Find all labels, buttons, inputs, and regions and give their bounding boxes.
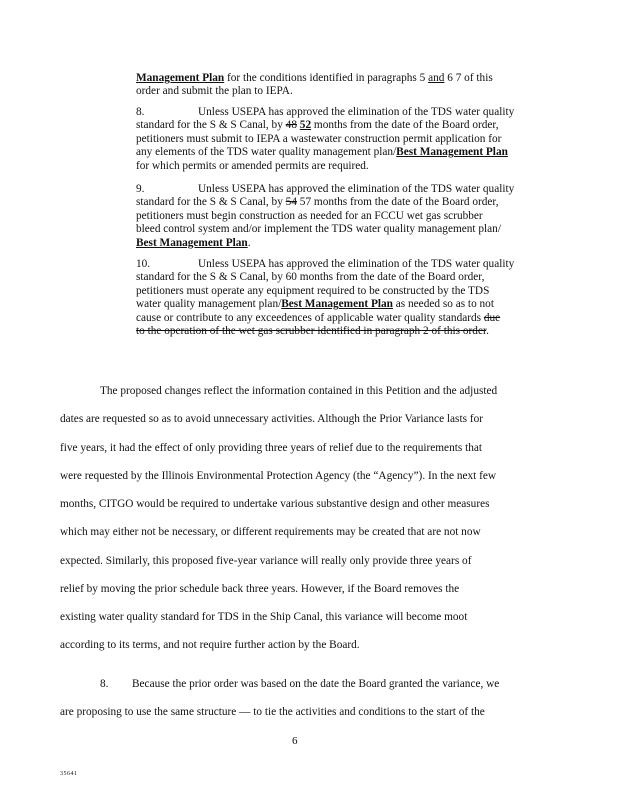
body-line: relief by moving the prior schedule back three years. However, if the Board removes the: [60, 583, 460, 595]
quote-intro-line-1: Management Plan for the conditions identified in paragraphs 5 and 6 7 of this: [136, 72, 493, 84]
body-line: five years, it had the effect of only providing three years of relief due to the requirements that: [60, 442, 483, 454]
paragraph-number: 10.: [136, 258, 151, 270]
body-line: which may either not be necessary, or different requirements may be created that are not now: [60, 526, 481, 538]
body-line: are proposing to use the same structure — to tie the activities and conditions to the start of the: [60, 706, 485, 718]
order-paragraph-8: 8. Unless USEPA has approved the elimination of the TDS water quality standard for the S & S Canal, by 48 52 months from the date of the Board order, petitioners must submit to IEPA a wastewater construction permit application for any elements of the TDS water quality management plan/Best Management Plan for which permits or amended permits are required.: [136, 106, 515, 172]
body-line: were requested by the Illinois Environmental Protection Agency (the “Agency”). In the next few: [60, 470, 497, 482]
body-line: according to its terms, and not require further action by the Board.: [60, 639, 360, 651]
quote-intro-line-2: order and submit the plan to IEPA.: [136, 85, 293, 98]
page-number: 6: [292, 735, 298, 747]
quoted-order-block: [136, 72, 522, 99]
paragraph-number: 9.: [136, 183, 145, 195]
paragraph-number: 8.: [100, 678, 109, 690]
order-paragraph-10: 10. Unless USEPA has approved the elimination of the TDS water quality standard for the S & S Canal, by 60 months from the date of the Board order, petitioners must operate any equipment required to be constructed by the TDS water quality management plan/Best Management Plan as needed so as to not cause or contribute to any exceedences of applicable water quality standards due to the operation of the wet gas scrubber identified in paragraph 2 of this order.: [136, 258, 515, 338]
body-line: dates are requested so as to avoid unnecessary activities. Although the Prior Variance lasts for: [60, 413, 483, 425]
body-line: expected. Similarly, this proposed five-year variance will really only provide three years of: [60, 555, 472, 567]
paragraph-number: 8.: [136, 106, 145, 118]
order-paragraph-9: 9. Unless USEPA has approved the elimination of the TDS water quality standard for the S & S Canal, by 54 57 months from the date of the Board order, petitioners must begin construction as needed for an FCCU wet gas scrubber bleed control system and/or implement the TDS water quality management plan/ Best Management Plan.: [136, 183, 515, 249]
body-line: The proposed changes reflect the information contained in this Petition and the adjusted: [100, 385, 498, 397]
body-line: months, CITGO would be required to undertake various substantive design and other measures: [60, 498, 490, 510]
footer-document-code: 35641: [60, 771, 78, 777]
body-line: Because the prior order was based on the date the Board granted the variance, we: [132, 678, 500, 690]
body-line: existing water quality standard for TDS in the Ship Canal, this variance will become moot: [60, 611, 468, 623]
